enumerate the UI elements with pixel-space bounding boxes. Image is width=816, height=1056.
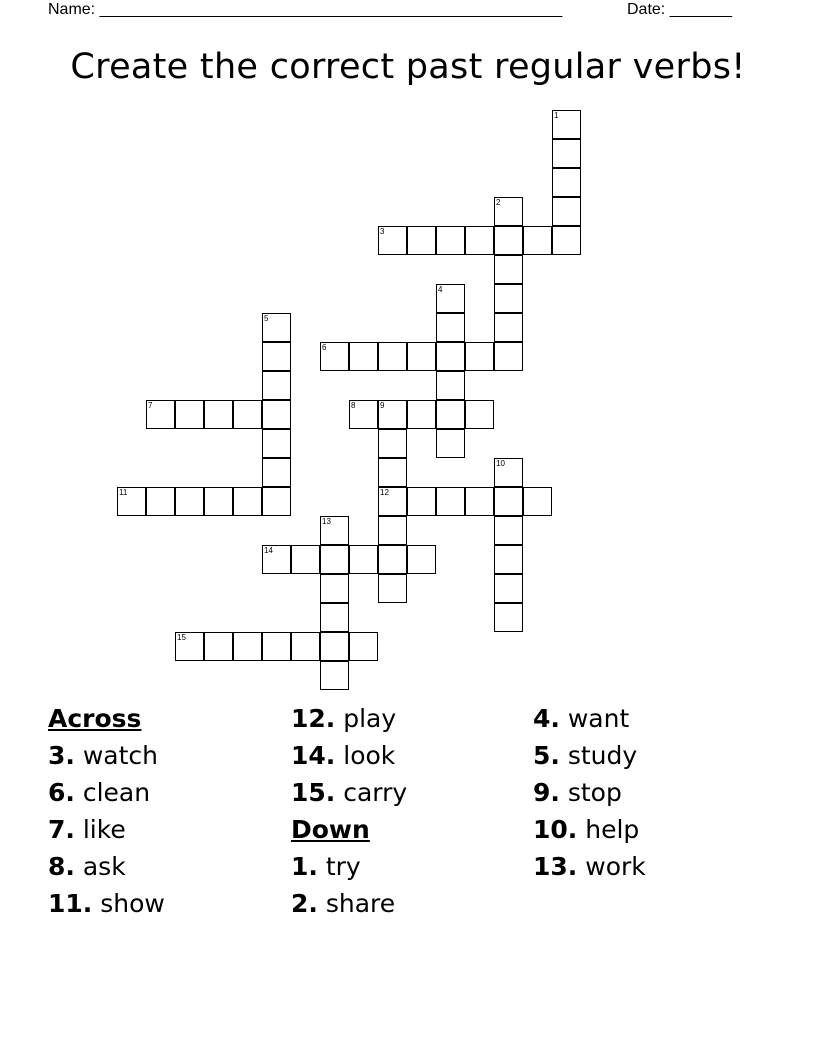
- crossword-cell[interactable]: [407, 545, 436, 574]
- crossword-cell[interactable]: [523, 226, 552, 255]
- clue-text: play: [335, 704, 397, 733]
- clue-item: [533, 700, 646, 737]
- clue-number-label: 13: [322, 517, 331, 526]
- crossword-cell[interactable]: [494, 603, 523, 632]
- crossword-cell[interactable]: [262, 487, 291, 516]
- crossword-cell[interactable]: [175, 487, 204, 516]
- crossword-cell[interactable]: [378, 545, 407, 574]
- crossword-cell[interactable]: [494, 197, 523, 226]
- clue-number: 2.: [291, 889, 318, 918]
- date-field-label: Date: _______: [627, 1, 732, 18]
- crossword-cell[interactable]: [465, 487, 494, 516]
- crossword-cell[interactable]: [175, 632, 204, 661]
- crossword-cell[interactable]: [204, 487, 233, 516]
- clue-number: 1.: [291, 852, 318, 881]
- clue-column-1: [48, 700, 165, 922]
- clue-item: [48, 848, 165, 885]
- clue-heading-text: Down: [291, 815, 370, 844]
- clue-item: [291, 774, 407, 811]
- page-title: Create the correct past regular verbs!: [70, 47, 746, 87]
- clue-number-label: 7: [148, 401, 153, 410]
- clue-column-3: [533, 700, 646, 885]
- crossword-cell[interactable]: [349, 342, 378, 371]
- crossword-cell[interactable]: [233, 487, 262, 516]
- clue-text: carry: [335, 778, 408, 807]
- crossword-cell[interactable]: [436, 313, 465, 342]
- clue-text: share: [317, 889, 396, 918]
- crossword-cell[interactable]: [320, 661, 349, 690]
- crossword-cell[interactable]: [465, 226, 494, 255]
- clue-item: [291, 737, 407, 774]
- crossword-cell[interactable]: [436, 226, 465, 255]
- crossword-cell[interactable]: [494, 487, 523, 516]
- crossword-cell[interactable]: [436, 371, 465, 400]
- clue-number-label: 15: [177, 633, 186, 642]
- clue-number-label: 10: [496, 459, 505, 468]
- crossword-cell[interactable]: [349, 400, 378, 429]
- crossword-cell[interactable]: [378, 458, 407, 487]
- crossword-cell[interactable]: [494, 516, 523, 545]
- clue-number: 6.: [48, 778, 75, 807]
- crossword-cell[interactable]: [175, 400, 204, 429]
- crossword-cell[interactable]: [436, 400, 465, 429]
- clue-number-label: 8: [351, 401, 356, 410]
- crossword-cell[interactable]: [291, 632, 320, 661]
- crossword-cell[interactable]: [233, 400, 262, 429]
- crossword-cell[interactable]: [378, 400, 407, 429]
- clue-item: [291, 885, 407, 922]
- clue-number-label: 1: [554, 111, 559, 120]
- clue-number: 13.: [533, 852, 578, 881]
- clue-number: 11.: [48, 889, 93, 918]
- crossword-cell[interactable]: [262, 400, 291, 429]
- crossword-cell[interactable]: [320, 574, 349, 603]
- clue-section-heading: [291, 811, 407, 848]
- crossword-cell[interactable]: [494, 545, 523, 574]
- clue-text: study: [559, 741, 638, 770]
- crossword-cell[interactable]: [494, 284, 523, 313]
- crossword-cell[interactable]: [552, 197, 581, 226]
- crossword-cell[interactable]: [262, 458, 291, 487]
- crossword-cell[interactable]: [494, 313, 523, 342]
- crossword-cell[interactable]: [494, 226, 523, 255]
- crossword-cell[interactable]: [436, 284, 465, 313]
- clue-column-2: [291, 700, 407, 922]
- clue-number-label: 14: [264, 546, 273, 555]
- clue-number-label: 2: [496, 198, 501, 207]
- clue-number: 4.: [533, 704, 560, 733]
- crossword-cell[interactable]: [436, 342, 465, 371]
- clue-item: [48, 811, 165, 848]
- crossword-cell[interactable]: [378, 226, 407, 255]
- clue-heading-text: Across: [48, 704, 142, 733]
- crossword-cell[interactable]: [378, 574, 407, 603]
- clue-item: [291, 700, 407, 737]
- clue-text: work: [577, 852, 646, 881]
- crossword-cell[interactable]: [320, 516, 349, 545]
- clue-text: watch: [74, 741, 159, 770]
- clue-number-label: 4: [438, 285, 443, 294]
- crossword-cell[interactable]: [146, 487, 175, 516]
- clue-text: clean: [74, 778, 151, 807]
- crossword-cell[interactable]: [494, 342, 523, 371]
- crossword-cell[interactable]: [349, 632, 378, 661]
- crossword-cell[interactable]: [407, 400, 436, 429]
- crossword-cell[interactable]: [262, 313, 291, 342]
- crossword-cell[interactable]: [320, 632, 349, 661]
- clue-number-label: 12: [380, 488, 389, 497]
- clue-text: want: [559, 704, 630, 733]
- crossword-cell[interactable]: [378, 487, 407, 516]
- crossword-cell[interactable]: [378, 342, 407, 371]
- crossword-cell[interactable]: [407, 226, 436, 255]
- clue-number-label: 6: [322, 343, 327, 352]
- clue-text: ask: [74, 852, 126, 881]
- crossword-cell[interactable]: [523, 487, 552, 516]
- clue-text: help: [577, 815, 640, 844]
- clue-number-label: 11: [119, 488, 128, 497]
- crossword-cell[interactable]: [552, 110, 581, 139]
- clue-text: stop: [559, 778, 622, 807]
- clue-number: 14.: [291, 741, 336, 770]
- crossword-cell[interactable]: [262, 371, 291, 400]
- clue-number: 15.: [291, 778, 336, 807]
- clue-number: 7.: [48, 815, 75, 844]
- crossword-cell[interactable]: [262, 429, 291, 458]
- crossword-cell[interactable]: [436, 487, 465, 516]
- crossword-cell[interactable]: [436, 429, 465, 458]
- crossword-cell[interactable]: [204, 400, 233, 429]
- clue-number-label: 3: [380, 227, 385, 236]
- crossword-cell[interactable]: [494, 574, 523, 603]
- clue-number: 9.: [533, 778, 560, 807]
- crossword-cell[interactable]: [117, 487, 146, 516]
- crossword-cell[interactable]: [204, 632, 233, 661]
- crossword-cell[interactable]: [262, 545, 291, 574]
- crossword-cell[interactable]: [494, 458, 523, 487]
- clue-number: 3.: [48, 741, 75, 770]
- clue-item: [533, 774, 646, 811]
- clue-section-heading: [48, 700, 165, 737]
- crossword-cell[interactable]: [262, 632, 291, 661]
- clue-item: [48, 737, 165, 774]
- clue-number: 10.: [533, 815, 578, 844]
- crossword-cell[interactable]: [552, 168, 581, 197]
- crossword-cell[interactable]: [320, 545, 349, 574]
- clue-text: try: [317, 852, 361, 881]
- clue-item: [533, 848, 646, 885]
- crossword-cell[interactable]: [320, 603, 349, 632]
- crossword-cell[interactable]: [349, 545, 378, 574]
- crossword-cell[interactable]: [494, 255, 523, 284]
- crossword-cell[interactable]: [552, 226, 581, 255]
- clue-number: 8.: [48, 852, 75, 881]
- clue-number: 12.: [291, 704, 336, 733]
- clue-text: look: [335, 741, 396, 770]
- crossword-cell[interactable]: [378, 516, 407, 545]
- crossword-cell[interactable]: [291, 545, 320, 574]
- crossword-cell[interactable]: [320, 342, 349, 371]
- clue-item: [291, 848, 407, 885]
- crossword-cell[interactable]: [146, 400, 175, 429]
- crossword-cell[interactable]: [233, 632, 262, 661]
- clue-text: like: [74, 815, 126, 844]
- clue-text: show: [92, 889, 165, 918]
- crossword-cell[interactable]: [552, 139, 581, 168]
- crossword-cell[interactable]: [378, 429, 407, 458]
- crossword-cell[interactable]: [407, 487, 436, 516]
- clue-item: [533, 811, 646, 848]
- clue-number-label: 9: [380, 401, 385, 410]
- clue-item: [48, 774, 165, 811]
- clue-number-label: 5: [264, 314, 269, 323]
- crossword-cell[interactable]: [407, 342, 436, 371]
- crossword-cell[interactable]: [465, 400, 494, 429]
- name-field-label: Name: ____________________________________________________: [48, 1, 563, 18]
- clue-number: 5.: [533, 741, 560, 770]
- clue-item: [533, 737, 646, 774]
- clue-item: [48, 885, 165, 922]
- crossword-cell[interactable]: [262, 342, 291, 371]
- crossword-cell[interactable]: [465, 342, 494, 371]
